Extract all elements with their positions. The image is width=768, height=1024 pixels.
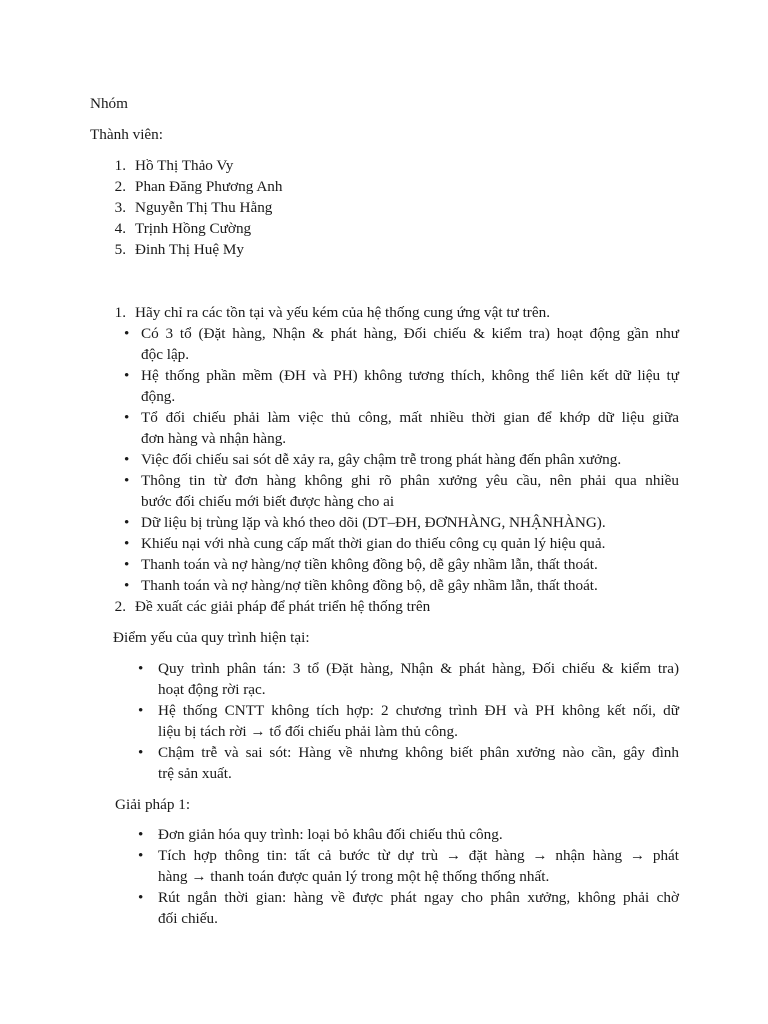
q1-bullet-line: Thông tin từ đơn hàng không ghi rõ phân xưởng yêu cầu, nên phải qua nhiều [141,472,679,489]
bullet-icon: • [138,744,144,761]
member-name: Trịnh Hồng Cường [135,220,252,237]
member-number: 5. [114,241,126,258]
weakness-bullet-line: Hệ thống CNTT không tích hợp: 2 chương trình ĐH và PH không kết nối, dữ [158,702,679,719]
bullet-icon: • [138,660,144,677]
q1-bullet-line: Khiếu nại với nhà cung cấp mất thời gian do thiếu công cụ quản lý hiệu quả. [141,535,606,552]
members-label: Thành viên: [90,126,163,143]
bullet-icon: • [124,514,130,531]
solution-bullet-line: đối chiếu. [158,910,218,927]
bullet-icon: • [124,556,130,573]
solution-bullet-line: Tích hợp thông tin: tất cả bước từ dự trù → đặt hàng → nhận hàng → phát [158,847,679,864]
weakness-bullet-line: hoạt động rời rạc. [158,681,266,698]
q1-bullet-line: Có 3 tổ (Đặt hàng, Nhận & phát hàng, Đối chiếu & kiểm tra) hoạt động gần như [141,325,679,342]
weakness-bullet-line: trệ sản xuất. [158,765,232,782]
solution-bullet-line: Đơn giản hóa quy trình: loại bỏ khâu đối chiếu thủ công. [158,826,503,843]
bullet-icon: • [138,702,144,719]
q1-bullet-line: Việc đối chiếu sai sót dễ xảy ra, gây chậm trễ trong phát hàng đến phân xưởng. [141,451,622,468]
bullet-icon: • [138,826,144,843]
weakness-bullet-line: Chậm trễ và sai sót: Hàng về nhưng không biết phân xưởng nào cần, gây đình [158,744,679,761]
member-name: Nguyễn Thị Thu Hằng [135,199,273,216]
bullet-icon: • [124,535,130,552]
bullet-icon: • [138,889,144,906]
question-2-text: Đề xuất các giải pháp để phát triển hệ thống trên [135,598,431,615]
q1-bullet-line: Dữ liệu bị trùng lặp và khó theo dõi (DT–ĐH, ĐƠNHÀNG, NHẬNHÀNG). [141,514,606,531]
member-name: Hồ Thị Thảo Vy [135,157,234,174]
member-number: 2. [114,178,126,195]
member-number: 1. [114,157,126,174]
bullet-icon: • [138,847,144,864]
weakness-bullet-line: Quy trình phân tán: 3 tổ (Đặt hàng, Nhận & phát hàng, Đối chiếu & kiểm tra) [158,660,679,677]
solution-1-heading: Giải pháp 1: [115,796,191,813]
group-label: Nhóm [90,95,128,112]
question-2-number: 2. [114,598,126,615]
member-name: Đinh Thị Huệ My [135,241,244,258]
q1-bullet-line: động. [141,388,176,405]
member-number: 4. [114,220,126,237]
bullet-icon: • [124,451,130,468]
q1-bullet-line: đơn hàng và nhận hàng. [141,430,287,447]
bullet-icon: • [124,577,130,594]
solution-bullet-line: hàng → thanh toán được quản lý trong một hệ thống thống nhất. [158,868,550,885]
weakness-bullet-line: liệu bị tách rời → tổ đối chiếu phải làm thủ công. [158,723,458,740]
q1-bullet-line: Thanh toán và nợ hàng/nợ tiền không đồng bộ, dễ gây nhầm lẫn, thất thoát. [141,556,598,573]
weakness-heading: Điểm yếu của quy trình hiện tại: [113,629,310,646]
member-name: Phan Đăng Phương Anh [135,178,283,195]
q1-bullet-line: bước đối chiếu mới biết được hàng cho ai [141,493,395,510]
q1-bullet-line: Thanh toán và nợ hàng/nợ tiền không đồng bộ, dễ gây nhầm lẫn, thất thoát. [141,577,598,594]
bullet-icon: • [124,325,130,342]
q1-bullet-line: độc lập. [141,346,190,363]
question-1-number: 1. [114,304,126,321]
bullet-icon: • [124,367,130,384]
bullet-icon: • [124,472,130,489]
q1-bullet-line: Hệ thống phần mềm (ĐH và PH) không tương thích, không thể liên kết dữ liệu tự [141,367,679,384]
solution-bullet-line: Rút ngắn thời gian: hàng về được phát ngay cho phân xưởng, không phải chờ [158,889,679,906]
question-1-text: Hãy chỉ ra các tồn tại và yếu kém của hệ thống cung ứng vật tư trên. [135,304,550,321]
q1-bullet-line: Tổ đối chiếu phải làm việc thủ công, mất nhiều thời gian để khớp dữ liệu giữa [141,409,679,426]
member-number: 3. [114,199,126,216]
bullet-icon: • [124,409,130,426]
